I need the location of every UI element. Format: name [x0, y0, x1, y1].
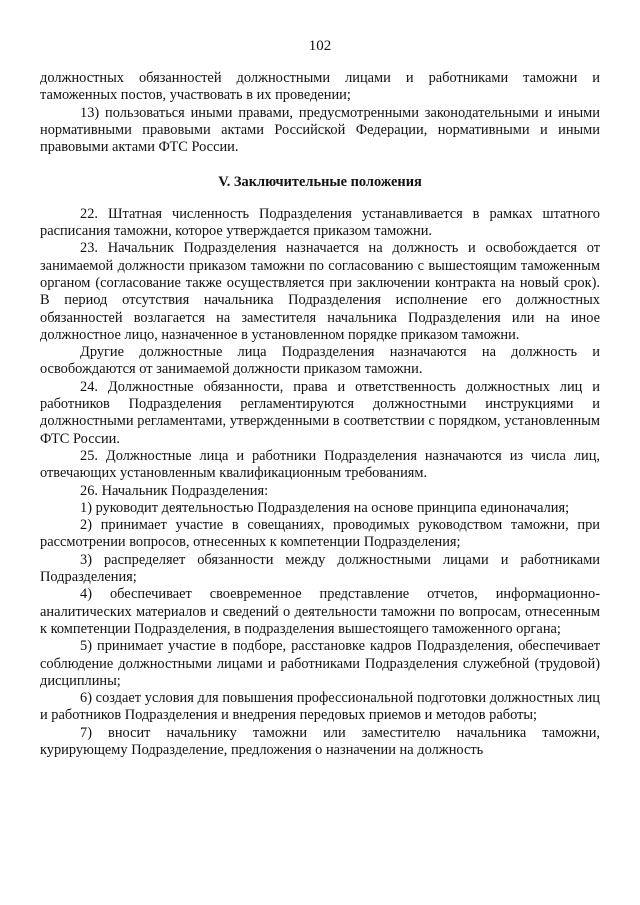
list-item: 4) обеспечивает своевременное представление отчетов, информационно-аналитических материалов и сведений о деятельности таможни по вопросам, отнесенным к компетенции Подразделения, в подразделения вышестоящего таможенного органа;	[40, 586, 600, 637]
paragraph: 13) пользоваться иными правами, предусмотренными законодательными и иными нормативными правовыми актами Российской Федерации, нормативными и иными правовыми актами ФТС России.	[40, 104, 600, 156]
paragraph: 23. Начальник Подразделения назначается на должность и освобождается от занимаемой должности приказом таможни по согласованию с вышестоящим таможенным органом (согласование также осуществляется при заключении контракта на новый срок). В период отсутствия начальника Подразделения исполнение его должностных обязанностей возлагается на заместителя начальника Подразделения или на иное должностное лицо, назначенное в установленном порядке приказом таможни.	[40, 240, 600, 343]
list-item: 7) вносит начальнику таможни или заместителю начальника таможни, курирующему Подразделение, предложения о назначении на должность	[40, 724, 600, 758]
paragraph: должностных обязанностей должностными лицами и работниками таможни и таможенных постов, участвовать в их проведении;	[40, 70, 600, 104]
list-item: 5) принимает участие в подборе, расстановке кадров Подразделения, обеспечивает соблюдение должностными лицами и работниками Подразделения служебной (трудовой) дисциплины;	[40, 638, 600, 689]
list-item: 6) создает условия для повышения профессиональной подготовки должностных лиц и работников Подразделения и внедрения передовых приемов и методов работы;	[40, 690, 600, 724]
paragraph: 26. Начальник Подразделения:	[80, 482, 269, 499]
paragraph: Другие должностные лица Подразделения назначаются на должность и освобождаются от занимаемой должности приказом таможни.	[40, 344, 600, 378]
list-item: 3) распределяет обязанности между должностными лицами и работниками Подразделения;	[40, 551, 600, 586]
document-body	[40, 70, 600, 759]
paragraph: 22. Штатная численность Подразделения устанавливается в рамках штатного расписания таможни, которое утверждается приказом таможни.	[40, 205, 600, 240]
list-item: 2) принимает участие в совещаниях, проводимых руководством таможни, при рассмотрении вопросов, отнесенных к компетенции Подразделения;	[40, 517, 600, 551]
paragraph: 25. Должностные лица и работники Подразделения назначаются из числа лиц, отвечающих установленным квалификационным требованиям.	[40, 447, 600, 482]
section-heading: V. Заключительные положения	[218, 174, 422, 191]
paragraph: 24. Должностные обязанности, права и ответственность должностных лиц и работников Подразделения регламентируются должностными инструкциями и должностными регламентами, утвержденными в соответствии с порядком, установленным ФТС России.	[40, 378, 600, 447]
list-item: 1) руководит деятельностью Подразделения на основе принципа единоначалия;	[80, 499, 570, 516]
page-number: 102	[308, 38, 332, 54]
